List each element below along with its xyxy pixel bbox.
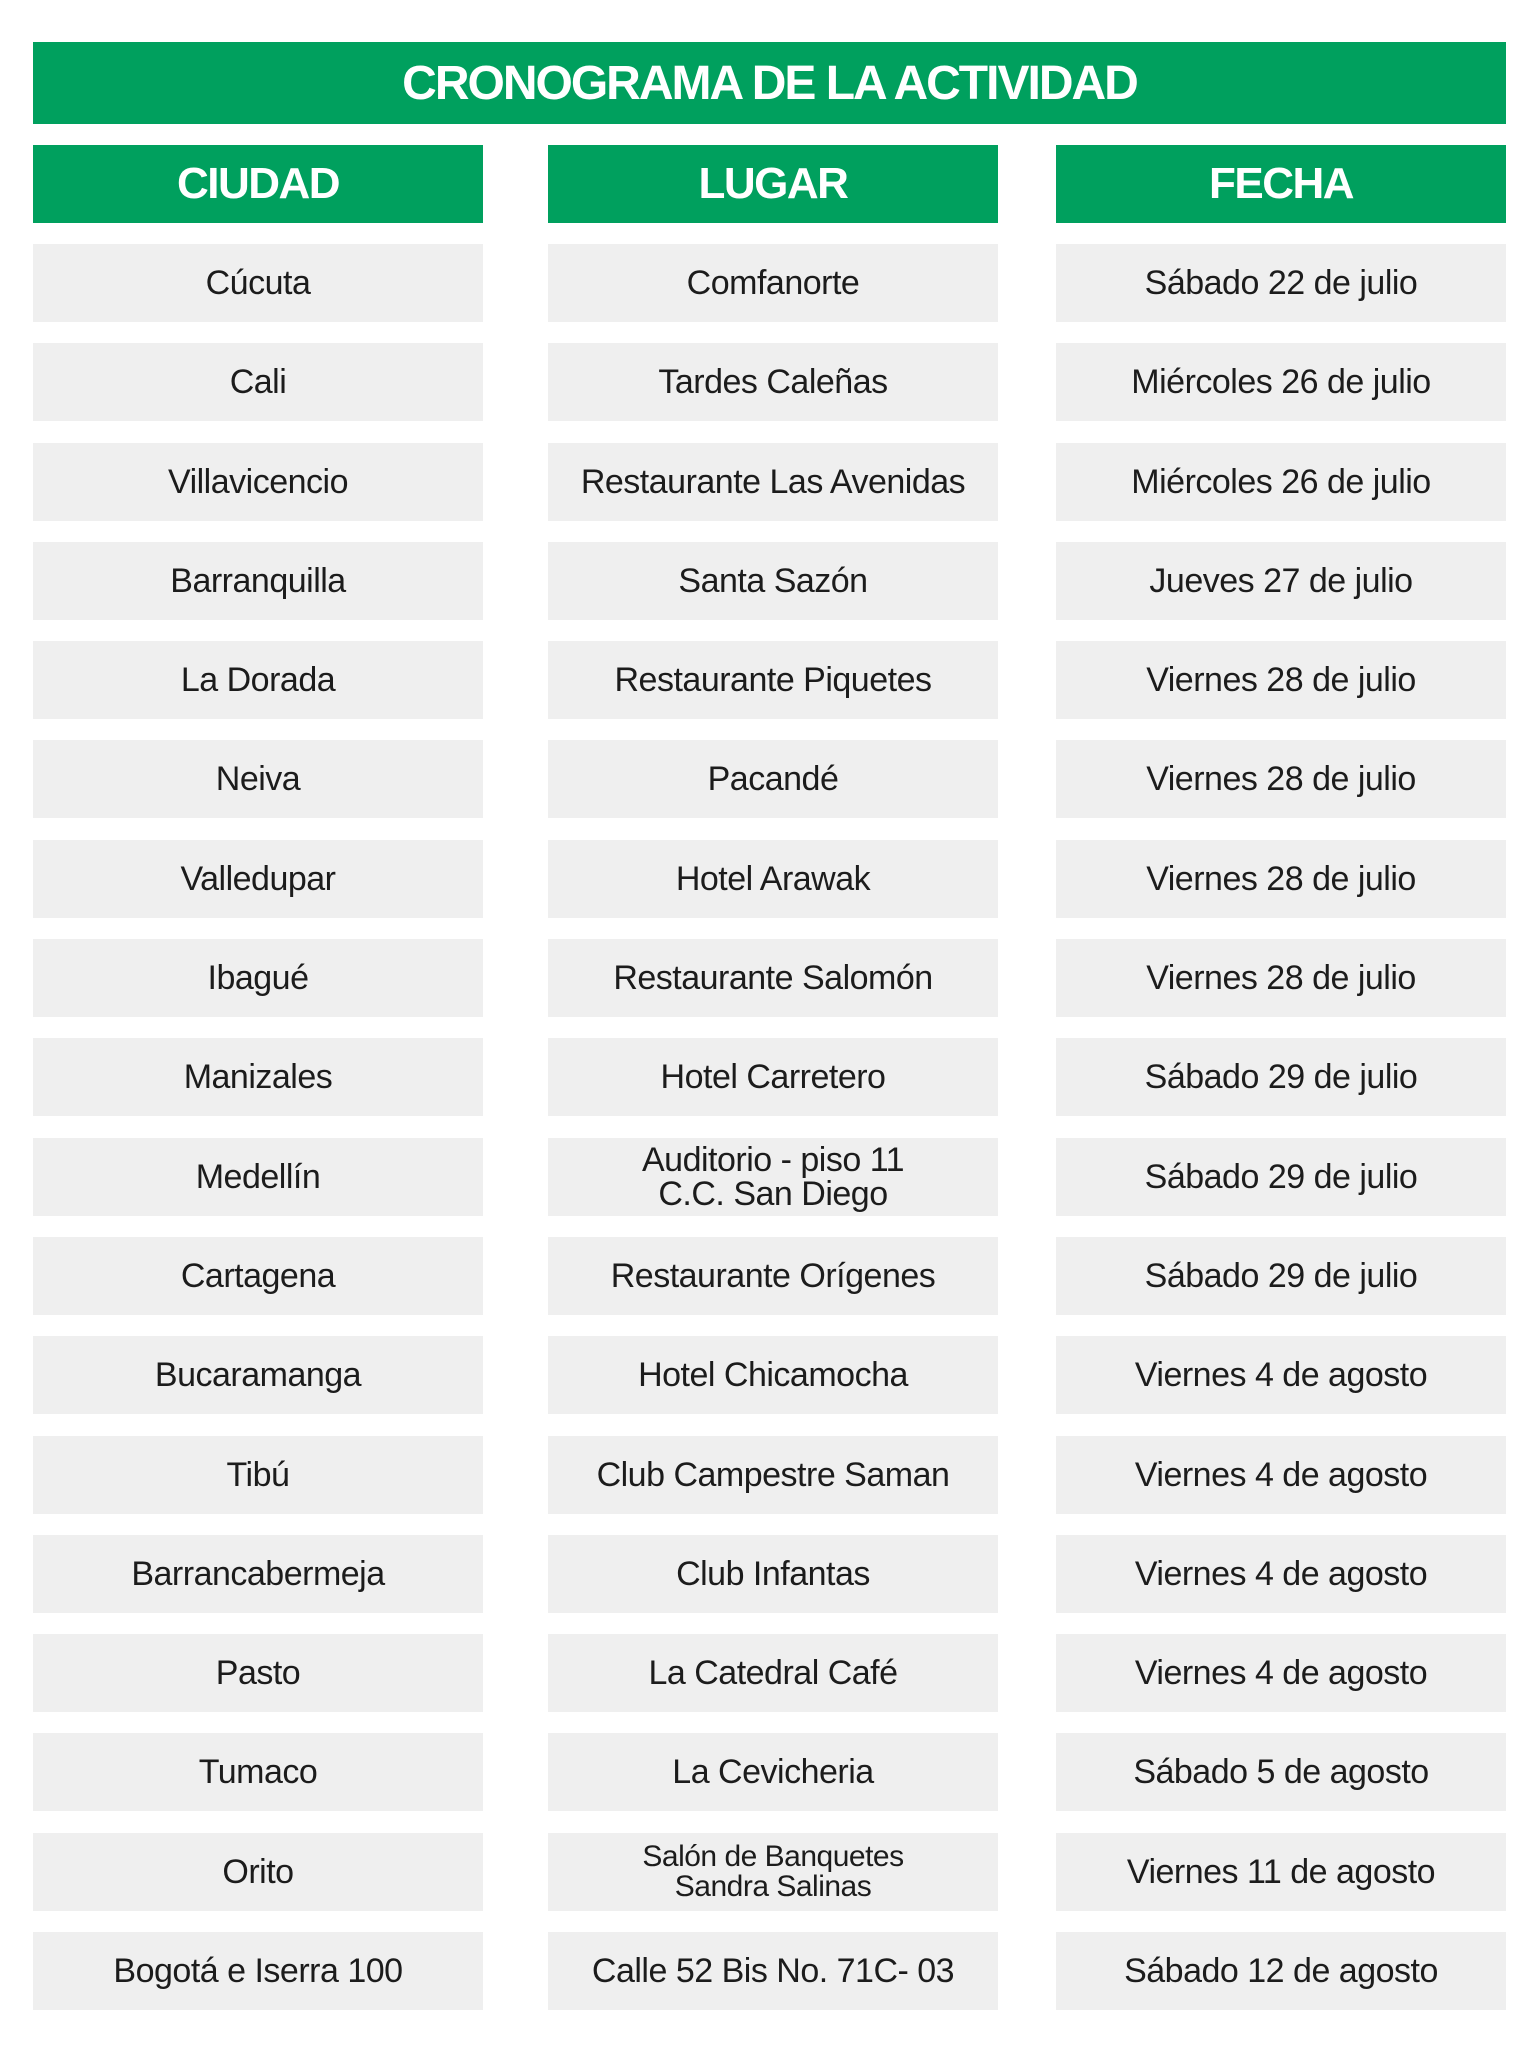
table-cell-lugar: Pacandé <box>548 740 998 818</box>
table-cell-ciudad: Barranquilla <box>33 542 483 620</box>
table-cell-ciudad: Barrancabermeja <box>33 1535 483 1613</box>
table-cell-fecha: Sábado 29 de julio <box>1056 1237 1506 1315</box>
column-ciudad <box>33 145 483 2031</box>
cell-line: Auditorio - piso 11 <box>641 1140 905 1179</box>
table-cell-lugar <box>548 1833 998 1911</box>
table-cell-ciudad: Tumaco <box>33 1733 483 1811</box>
column-lugar <box>548 145 998 2031</box>
table-cell-ciudad: Bogotá e Iserra 100 <box>33 1932 483 2010</box>
table-cell-ciudad: Cartagena <box>33 1237 483 1315</box>
table-cell-fecha: Jueves 27 de julio <box>1056 542 1506 620</box>
table-cell-fecha: Viernes 4 de agosto <box>1056 1436 1506 1514</box>
table-cell-ciudad: La Dorada <box>33 641 483 719</box>
table-cell-fecha: Viernes 28 de julio <box>1056 840 1506 918</box>
table-cell-lugar: Comfanorte <box>548 244 998 322</box>
table-cell-lugar: Club Infantas <box>548 1535 998 1613</box>
table-cell-fecha: Sábado 5 de agosto <box>1056 1733 1506 1811</box>
table-cell-ciudad: Pasto <box>33 1634 483 1712</box>
table-cell-lugar: Restaurante Piquetes <box>548 641 998 719</box>
table-cell-ciudad: Bucaramanga <box>33 1336 483 1414</box>
table-cell-lugar: La Catedral Café <box>548 1634 998 1712</box>
table-cell-ciudad: Ibagué <box>33 939 483 1017</box>
cell-line: Salón de Banquetes <box>642 1839 904 1873</box>
table-cell-ciudad: Valledupar <box>33 840 483 918</box>
table-cell-lugar <box>548 1138 998 1216</box>
table-cell-lugar: Hotel Arawak <box>548 840 998 918</box>
column-header-lugar: LUGAR <box>548 145 998 223</box>
table-cell-ciudad: Cúcuta <box>33 244 483 322</box>
table-cell-fecha: Miércoles 26 de julio <box>1056 443 1506 521</box>
table-cell-ciudad: Manizales <box>33 1038 483 1116</box>
column-header-fecha: FECHA <box>1056 145 1506 223</box>
page-title: CRONOGRAMA DE LA ACTIVIDAD <box>33 42 1506 124</box>
table-cell-fecha: Sábado 29 de julio <box>1056 1138 1506 1216</box>
table-cell-fecha: Viernes 4 de agosto <box>1056 1336 1506 1414</box>
table-cell-ciudad: Cali <box>33 343 483 421</box>
table-cell-lugar: Hotel Chicamocha <box>548 1336 998 1414</box>
table-cell-fecha: Sábado 22 de julio <box>1056 244 1506 322</box>
table-cell-lugar: Club Campestre Saman <box>548 1436 998 1514</box>
table-cell-lugar: Calle 52 Bis No. 71C- 03 <box>548 1932 998 2010</box>
table-cell-fecha: Sábado 29 de julio <box>1056 1038 1506 1116</box>
table-cell-ciudad: Neiva <box>33 740 483 818</box>
table-cell-ciudad: Orito <box>33 1833 483 1911</box>
table-cell-lugar: Restaurante Las Avenidas <box>548 443 998 521</box>
table-cell-fecha: Viernes 28 de julio <box>1056 740 1506 818</box>
column-fecha <box>1056 145 1506 2031</box>
table-cell-fecha: Viernes 11 de agosto <box>1056 1833 1506 1911</box>
table-cell-lugar: Hotel Carretero <box>548 1038 998 1116</box>
table-cell-fecha: Miércoles 26 de julio <box>1056 343 1506 421</box>
table-cell-fecha: Viernes 4 de agosto <box>1056 1535 1506 1613</box>
table-cell-fecha: Viernes 28 de julio <box>1056 641 1506 719</box>
table-cell-fecha: Sábado 12 de agosto <box>1056 1932 1506 2010</box>
cell-line: Sandra Salinas <box>674 1869 872 1903</box>
table-cell-ciudad: Villavicencio <box>33 443 483 521</box>
table-cell-ciudad: Medellín <box>33 1138 483 1216</box>
table-cell-fecha: Viernes 4 de agosto <box>1056 1634 1506 1712</box>
table-cell-lugar: Restaurante Orígenes <box>548 1237 998 1315</box>
table-cell-lugar: Santa Sazón <box>548 542 998 620</box>
table-cell-lugar: Restaurante Salomón <box>548 939 998 1017</box>
table-cell-lugar: La Cevicheria <box>548 1733 998 1811</box>
table-cell-fecha: Viernes 28 de julio <box>1056 939 1506 1017</box>
cell-line: C.C. San Diego <box>658 1174 888 1213</box>
column-header-ciudad: CIUDAD <box>33 145 483 223</box>
table-cell-lugar: Tardes Caleñas <box>548 343 998 421</box>
table-cell-ciudad: Tibú <box>33 1436 483 1514</box>
